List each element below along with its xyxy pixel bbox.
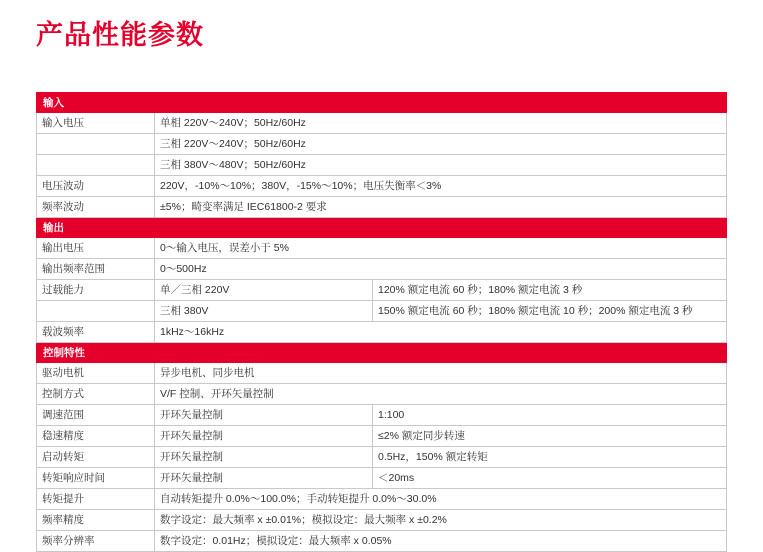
row-label bbox=[37, 155, 155, 176]
row-label: 转矩提升 bbox=[37, 489, 155, 510]
table-row bbox=[37, 405, 727, 426]
row-label: 过载能力 bbox=[37, 280, 155, 301]
row-label bbox=[37, 301, 155, 322]
row-label: 频率波动 bbox=[37, 197, 155, 218]
section-header-row bbox=[37, 218, 727, 238]
row-value: 1:100 bbox=[373, 405, 727, 426]
row-label: 稳速精度 bbox=[37, 426, 155, 447]
table-row bbox=[37, 426, 727, 447]
table-row bbox=[37, 176, 727, 197]
section-header-label: 输入 bbox=[37, 93, 727, 113]
row-label: 频率精度 bbox=[37, 510, 155, 531]
table-row bbox=[37, 134, 727, 155]
row-value: 0.5Hz，150% 额定转矩 bbox=[373, 447, 727, 468]
table-row bbox=[37, 363, 727, 384]
table-row bbox=[37, 113, 727, 134]
specifications-table-body bbox=[37, 93, 727, 552]
row-detail: 异步电机、同步电机 bbox=[155, 363, 727, 384]
table-row bbox=[37, 197, 727, 218]
section-header-label: 输出 bbox=[37, 218, 727, 238]
row-detail: ±5%；畸变率满足 IEC61800-2 要求 bbox=[155, 197, 727, 218]
row-detail: V/F 控制、开环矢量控制 bbox=[155, 384, 727, 405]
row-detail: 三相 380V bbox=[155, 301, 373, 322]
row-label: 载波频率 bbox=[37, 322, 155, 343]
row-detail: 0～输入电压，误差小于 5% bbox=[155, 238, 727, 259]
row-value: 120% 额定电流 60 秒；180% 额定电流 3 秒 bbox=[373, 280, 727, 301]
row-detail: 自动转矩提升 0.0%～100.0%；手动转矩提升 0.0%～30.0% bbox=[155, 489, 727, 510]
table-row bbox=[37, 489, 727, 510]
row-label: 驱动电机 bbox=[37, 363, 155, 384]
row-detail: 数字设定：最大频率 x ±0.01%；模拟设定：最大频率 x ±0.2% bbox=[155, 510, 727, 531]
table-row bbox=[37, 531, 727, 552]
row-label: 电压波动 bbox=[37, 176, 155, 197]
row-label: 输入电压 bbox=[37, 113, 155, 134]
row-label bbox=[37, 134, 155, 155]
row-label: 启动转矩 bbox=[37, 447, 155, 468]
table-row bbox=[37, 447, 727, 468]
row-detail: 单／三相 220V bbox=[155, 280, 373, 301]
row-detail: 单相 220V～240V；50Hz/60Hz bbox=[155, 113, 727, 134]
table-row bbox=[37, 280, 727, 301]
row-label: 频率分辨率 bbox=[37, 531, 155, 552]
table-row bbox=[37, 155, 727, 176]
row-value: ≤2% 额定同步转速 bbox=[373, 426, 727, 447]
page-title: 产品性能参数 bbox=[36, 20, 204, 50]
row-detail: 220V，-10%～10%；380V，-15%～10%；电压失衡率＜3% bbox=[155, 176, 727, 197]
row-value: 150% 额定电流 60 秒；180% 额定电流 10 秒；200% 额定电流 3 秒 bbox=[373, 301, 727, 322]
row-detail: 开环矢量控制 bbox=[155, 447, 373, 468]
row-detail: 开环矢量控制 bbox=[155, 468, 373, 489]
table-row bbox=[37, 259, 727, 280]
section-header-label: 控制特性 bbox=[37, 343, 727, 363]
row-detail: 数字设定：0.01Hz；模拟设定：最大频率 x 0.05% bbox=[155, 531, 727, 552]
specifications-table bbox=[36, 92, 727, 552]
section-header-row bbox=[37, 343, 727, 363]
row-label: 输出频率范围 bbox=[37, 259, 155, 280]
table-row bbox=[37, 322, 727, 343]
section-header-row bbox=[37, 93, 727, 113]
row-detail: 0～500Hz bbox=[155, 259, 727, 280]
table-row bbox=[37, 384, 727, 405]
row-detail: 开环矢量控制 bbox=[155, 405, 373, 426]
table-row bbox=[37, 510, 727, 531]
row-label: 调速范围 bbox=[37, 405, 155, 426]
row-label: 输出电压 bbox=[37, 238, 155, 259]
row-detail: 三相 220V～240V；50Hz/60Hz bbox=[155, 134, 727, 155]
row-label: 控制方式 bbox=[37, 384, 155, 405]
row-detail: 1kHz～16kHz bbox=[155, 322, 727, 343]
table-row bbox=[37, 468, 727, 489]
row-label: 转矩响应时间 bbox=[37, 468, 155, 489]
row-detail: 三相 380V～480V；50Hz/60Hz bbox=[155, 155, 727, 176]
row-detail: 开环矢量控制 bbox=[155, 426, 373, 447]
row-value: ＜20ms bbox=[373, 468, 727, 489]
table-row bbox=[37, 238, 727, 259]
table-row bbox=[37, 301, 727, 322]
